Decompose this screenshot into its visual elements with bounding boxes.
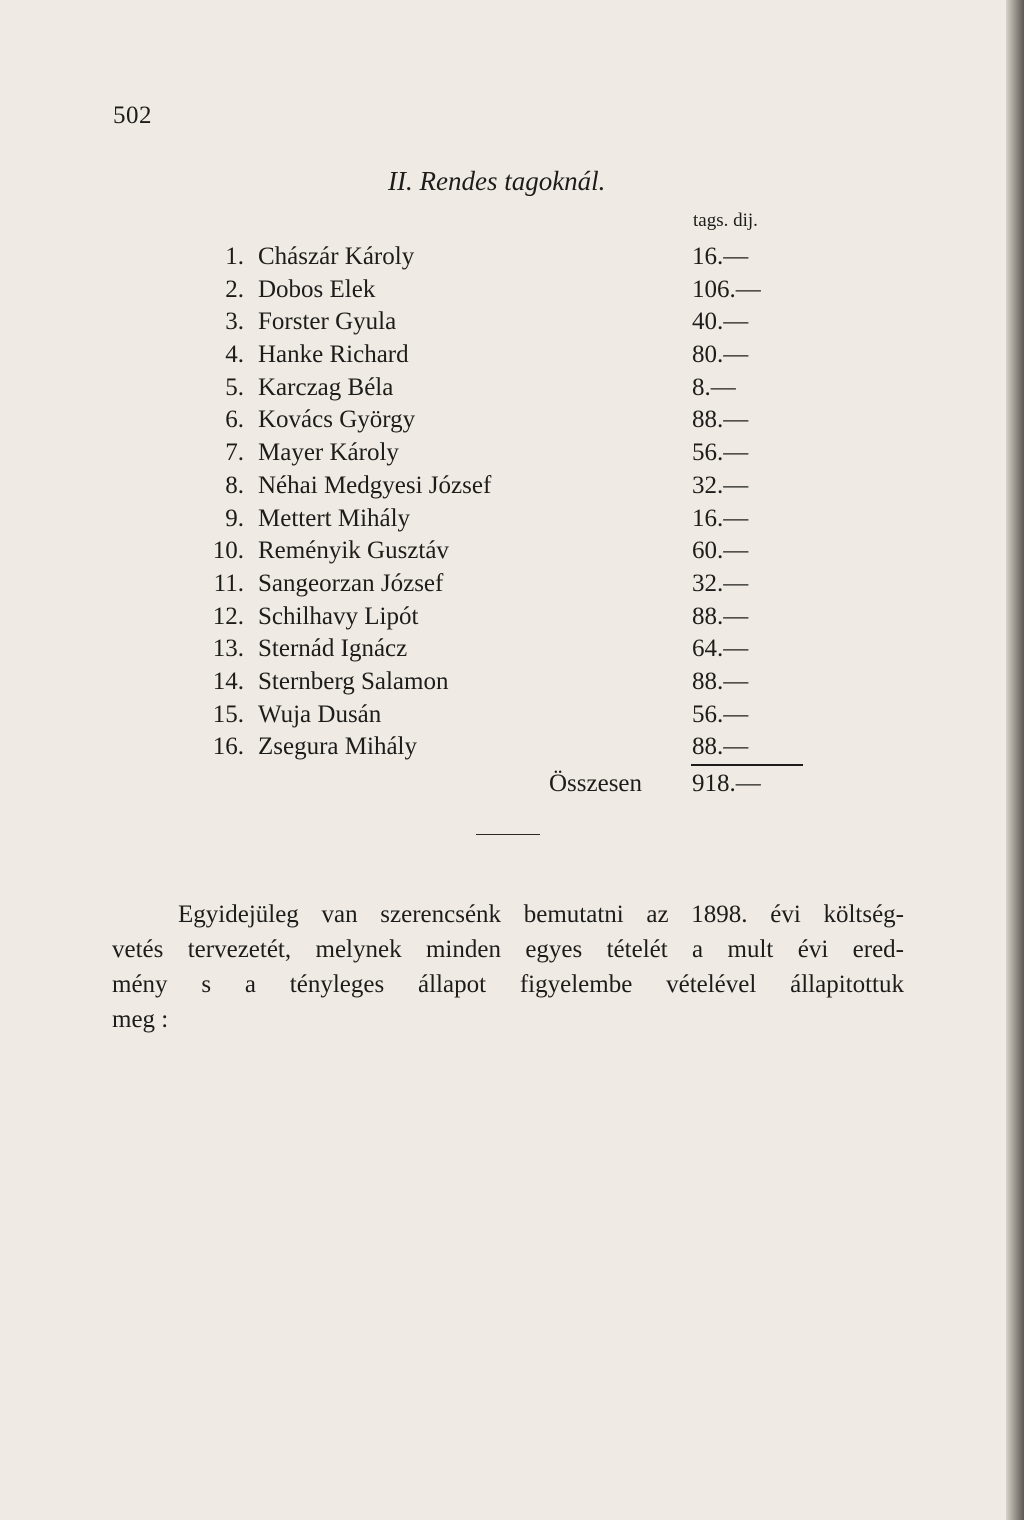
member-name: Néhai Medgyesi József [258,471,492,499]
total-value: 918.— [692,770,761,797]
row-number: 8. [225,471,244,499]
member-fee: 16.— [692,243,749,270]
member-name: Hanke Richard [258,341,409,369]
member-row [0,372,1024,405]
member-row [0,568,1024,601]
member-fee: 32.— [692,471,749,499]
member-row [0,241,1024,274]
member-name: Chászár Károly [258,243,415,270]
fee-column-header: tags. dij. [693,210,758,231]
row-number: 11. [213,569,244,597]
member-row [0,535,1024,568]
member-fee: 64.— [692,635,749,663]
member-row [0,731,1024,764]
section-title: II. Rendes tagoknál. [388,166,606,196]
member-name: Mettert Mihály [258,504,411,532]
member-row [0,666,1024,699]
paragraph-line: meg : [112,1006,169,1033]
member-fee: 88.— [692,667,749,695]
row-number: 3. [225,308,244,336]
row-number: 10. [212,537,244,565]
member-name: Sangeorzan József [258,569,444,597]
row-number: 5. [225,373,244,401]
member-fee: 106.— [692,275,761,303]
member-row [0,601,1024,634]
member-fee: 40.— [692,308,749,336]
member-list [0,241,1024,764]
section-end-rule [476,834,540,835]
member-name: Dobos Elek [258,275,376,303]
member-name: Sternád Ignácz [258,635,408,663]
member-row [0,699,1024,732]
row-number: 7. [225,439,244,467]
member-row [0,306,1024,339]
member-name: Kovács György [258,406,416,434]
row-number: 2. [225,275,244,303]
page-number: 502 [113,102,152,129]
body-paragraph [112,897,904,1037]
paragraph-line: vetés tervezetét, melynek minden egyes tételét a mult évi ered- [112,936,904,963]
member-fee: 8.— [692,373,736,401]
member-name: Reményik Gusztáv [258,537,449,565]
member-row [0,503,1024,536]
paragraph-line: mény s a tényleges állapot figyelembe vételével állapitottuk [112,971,904,998]
paragraph-line: Egyidejüleg van szerencsénk bemutatni az 1898. évi költség- [178,901,904,928]
member-fee: 88.— [692,733,749,761]
row-number: 15. [212,700,244,728]
member-fee: 56.— [692,439,749,467]
row-number: 16. [212,733,244,761]
member-row [0,437,1024,470]
member-fee: 32.— [692,569,749,597]
member-row [0,470,1024,503]
member-row [0,339,1024,372]
member-name: Sternberg Salamon [258,667,449,695]
member-fee: 80.— [692,341,749,369]
member-name: Wuja Dusán [258,700,382,728]
row-number: 12. [212,602,244,630]
row-number: 13. [212,635,244,663]
member-row [0,633,1024,666]
row-number: 14. [212,667,244,695]
member-name: Karczag Béla [258,373,394,401]
total-rule [691,764,803,766]
member-fee: 60.— [692,537,749,565]
total-label: Összesen [549,770,643,797]
row-number: 6. [225,406,244,434]
member-name: Forster Gyula [258,308,397,336]
member-name: Mayer Károly [258,439,399,467]
row-number: 1. [225,243,244,270]
member-fee: 16.— [692,504,749,532]
member-name: Schilhavy Lipót [258,602,419,630]
row-number: 9. [225,504,244,532]
member-fee: 88.— [692,406,749,434]
member-row [0,274,1024,307]
member-fee: 56.— [692,700,749,728]
row-number: 4. [225,341,244,369]
member-name: Zsegura Mihály [258,733,417,761]
member-fee: 88.— [692,602,749,630]
member-row [0,404,1024,437]
